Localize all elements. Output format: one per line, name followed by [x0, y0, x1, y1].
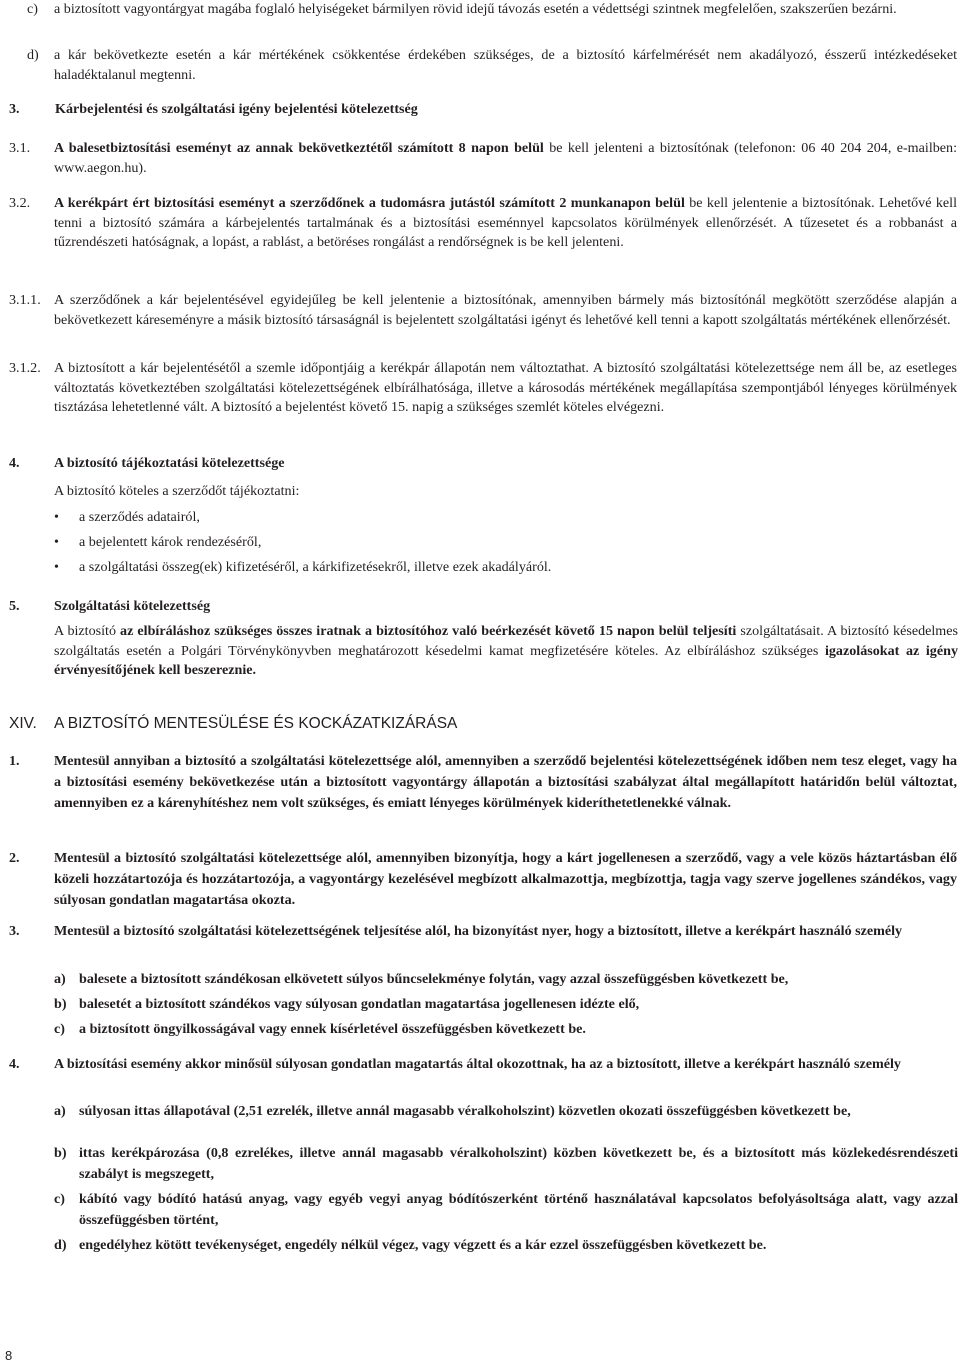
sub-item-text: balesete a biztosított szándékosan elkövetett súlyos bűncselekménye folytán, vagy azzal összefüggésben következett be, — [79, 971, 789, 987]
sub-item-label: a) — [54, 1103, 66, 1119]
chapter-heading — [9, 714, 949, 734]
item-number: 2. — [9, 850, 20, 866]
item-label: c) — [27, 1, 38, 17]
sub-item — [54, 1235, 958, 1256]
sub-item-text: engedélyhez kötött tevékenységet, engedély nélkül végez, vagy végzett és a kár ezzel összefüggésben következett be. — [79, 1237, 767, 1253]
page-number: 8 — [5, 1348, 13, 1363]
xiv-item-2 — [9, 848, 959, 911]
paragraph-number: 3.1.1. — [9, 292, 41, 308]
list-item-c — [9, 0, 959, 20]
bullet-icon: • — [54, 509, 59, 525]
sub-item-text: balesetét a biztosított szándékos vagy súlyosan gondatlan magatartása jogellenesen idézte elő, — [79, 996, 640, 1012]
bullet-text: a bejelentett károk rendezéséről, — [79, 534, 262, 550]
sub-item — [54, 1143, 958, 1185]
paragraph-number: 3.2. — [9, 195, 31, 211]
sub-item — [54, 1101, 958, 1122]
section-title: A biztosító tájékoztatási kötelezettsége — [54, 455, 285, 471]
item-number: 1. — [9, 753, 20, 769]
item-text: Mentesül annyiban a biztosító a szolgáltatási kötelezettsége alól, amennyiben a szerződő bejelentési kötelezettségének időben nem tesz eleget, vagy ha a biztosítási esemény bekövetkezése után a biztosított vagyontárgy állapotán a biztosítási szabályzat által megállapított határidőn belül változtat, amennyiben ez a kárenyhítéshez nem volt szükséges, és emiatt lényeges körülmények kideríthetetlenekké válnak. — [54, 753, 957, 811]
paragraph-text: A szerződőnek a kár bejelentésével egyidejűleg be kell jelentenie a biztosítónak, amennyiben bármely más biztosítónál megkötött szerződése alapján a bekövetkezett káreseményre a másik biztosító társaságnál is bejelentett szolgáltatási igényt és lehetővé kell tenni a kapott szolgáltatás mértékének ellenőrzését. — [54, 292, 957, 328]
sub-item-label: a) — [54, 971, 66, 987]
item-number: 3. — [9, 923, 20, 939]
sub-item — [54, 969, 958, 990]
paragraph-text — [54, 139, 957, 178]
chapter-number: XIV. — [9, 715, 37, 732]
item-text: a kár bekövetkezte esetén a kár mértékének csökkentése érdekében szükséges, de a biztosító kárfelmérését nem akadályozó, ésszerű intézkedéseket haladéktalanul megtenni. — [54, 47, 957, 83]
section-title: Szolgáltatási kötelezettség — [54, 598, 211, 614]
paragraph-3-1 — [9, 139, 959, 178]
text-run: A biztosító — [54, 623, 121, 639]
bullet-icon: • — [54, 559, 59, 575]
chapter-title: A BIZTOSÍTÓ MENTESÜLÉSE ÉS KOCKÁZATKIZÁRÁSA — [54, 715, 458, 732]
text-bold: igazolásokat az igény érvényesítőjének kell beszereznie. — [54, 642, 958, 678]
sub-item-label: b) — [54, 996, 67, 1012]
paragraph-number: 3.1.2. — [9, 360, 41, 376]
section-3-heading — [9, 100, 418, 120]
sub-item — [54, 1189, 958, 1231]
paragraph-number: 3.1. — [9, 140, 31, 156]
item-text: Mentesül a biztosító szolgáltatási kötelezettségének teljesítése alól, ha bizonyítást nyer, hogy a biztosított, illetve a kerékpárt használó személy — [54, 923, 903, 939]
sub-item-label: b) — [54, 1145, 67, 1161]
bullet-text: a szerződés adatairól, — [79, 509, 200, 525]
paragraph-rest: be kell jelentenie a biztosítónak. Lehetővé kell tenni a biztosító számára a kárbejelentés tartalmának és a biztosítási eseménnyel kapcsolatos körülmények ellenőrzését. A tűzesetet és a robbanást a tűzrendészeti hatóságnak, a lopást, a rablást, a betöréses rongálást a rendőrségnek is be kell jelenteni. — [54, 195, 957, 250]
item-text: Mentesül a biztosító szolgáltatási kötelezettsége alól, amennyiben bizonyítja, hogy a kárt jogellenesen a szerződő, vagy a vele közös háztartásban élő közeli hozzátartozója és hozzátartozója, a vagyontárgy kezelésével megbízott alkalmazottja, megbízottja, tagja vagy szerve jogellenes szándékos, vagy súlyosan gondatlan magatartása okozta. — [54, 850, 957, 908]
paragraph-text — [54, 194, 957, 253]
section-5-text — [54, 622, 958, 681]
xiv-item-3 — [9, 921, 959, 942]
item-number: 4. — [9, 1056, 20, 1072]
paragraph-3-1-2 — [9, 359, 959, 418]
bullet-icon: • — [54, 534, 59, 550]
section-title: Kárbejelentési és szolgáltatási igény bejelentési kötelezettség — [55, 101, 418, 117]
sub-item-text: a biztosított öngyilkosságával vagy ennek kísérletével összefüggésben következett be. — [79, 1021, 586, 1037]
sub-item-label: c) — [54, 1021, 65, 1037]
sub-item-text: súlyosan ittas állapotával (2,51 ezrelék, illetve annál magasabb véralkoholszint) közvetlen okozati összefüggésben következett be, — [79, 1103, 851, 1119]
section-number: 3. — [9, 101, 20, 117]
list-item-d — [9, 46, 959, 85]
xiv-item-1 — [9, 751, 959, 814]
paragraph-bold: A balesetbiztosítási eseményt az annak bekövetkeztétől számított 8 napon belül — [54, 140, 544, 156]
sub-item — [54, 1019, 958, 1040]
sub-item-label: d) — [54, 1237, 67, 1253]
text-run: szolgáltatásait. A biztosító késedelmes szolgáltatás esetén a Polgári Törvénykönyvben meghatározott késedelmi kamat megfizetésére köteles. Az elbíráláshoz szükséges — [54, 623, 958, 659]
item-text: a biztosított vagyontárgyat magába foglaló helyiségeket bármilyen rövid idejű távozás esetén a védettségi szintnek megfelelően, szakszerűen bezárni. — [54, 1, 897, 17]
section-number: 5. — [9, 598, 20, 614]
paragraph-text: A biztosított a kár bejelentésétől a szemle időpontjáig a kerékpár állapotán nem változtathat. A biztosító szolgáltatási kötelezettsége nem áll be, az esetleges változtatás következtében szolgáltatási kötelezettségének elbírálhatósága, illetve a károsodás mértékének megállapítása szempontjából lényeges körülmények tisztázása lehetetlenné vált. A biztosító a bejelentést követő 15. napig a szükséges szemlét köteles elvégezni. — [54, 360, 957, 415]
paragraph-3-1-1 — [9, 291, 959, 330]
xiv-item-4 — [9, 1054, 959, 1075]
section-5-heading — [9, 597, 909, 617]
section-number: 4. — [9, 455, 20, 471]
sub-item-text: ittas kerékpározása (0,8 ezrelékes, illetve annál magasabb véralkoholszint) közben következett be, és a biztosított más közlekedésrendészeti szabályt is megszegett, — [79, 1145, 958, 1182]
sub-item-text: kábító vagy bódító hatású anyag, vagy egyéb vegyi anyag bódítószerként történő használatával kapcsolatos befolyásoltsága alatt, vagy azzal összefüggésben történt, — [79, 1191, 958, 1228]
item-text: A biztosítási esemény akkor minősül súlyosan gondatlan magatartás által okozottnak, ha az a biztosított, illetve a kerékpárt használó személy — [54, 1056, 901, 1072]
item-label: d) — [27, 47, 39, 63]
section-4-intro: A biztosító köteles a szerződőt tájékoztatni: — [54, 483, 300, 499]
paragraph-rest: be kell jelenteni a biztosítónak (telefonon: 06 40 204 204, e-mailben: www.aegon.hu). — [54, 140, 957, 176]
paragraph-3-2 — [9, 194, 959, 253]
section-4-heading — [9, 454, 909, 474]
sub-item — [54, 994, 958, 1015]
bullet-text: a szolgáltatási összeg(ek) kifizetéséről, a kárkifizetésekről, illetve ezek akadályáról. — [79, 559, 552, 575]
sub-item-label: c) — [54, 1191, 65, 1207]
text-bold: az elbíráláshoz szükséges összes iratnak a biztosítóhoz való beérkezését követő 15 napon belül teljesíti — [120, 623, 737, 639]
paragraph-bold: A kerékpárt ért biztosítási eseményt a szerződőnek a tudomásra jutástól számított 2 munkanapon belül — [54, 195, 685, 211]
